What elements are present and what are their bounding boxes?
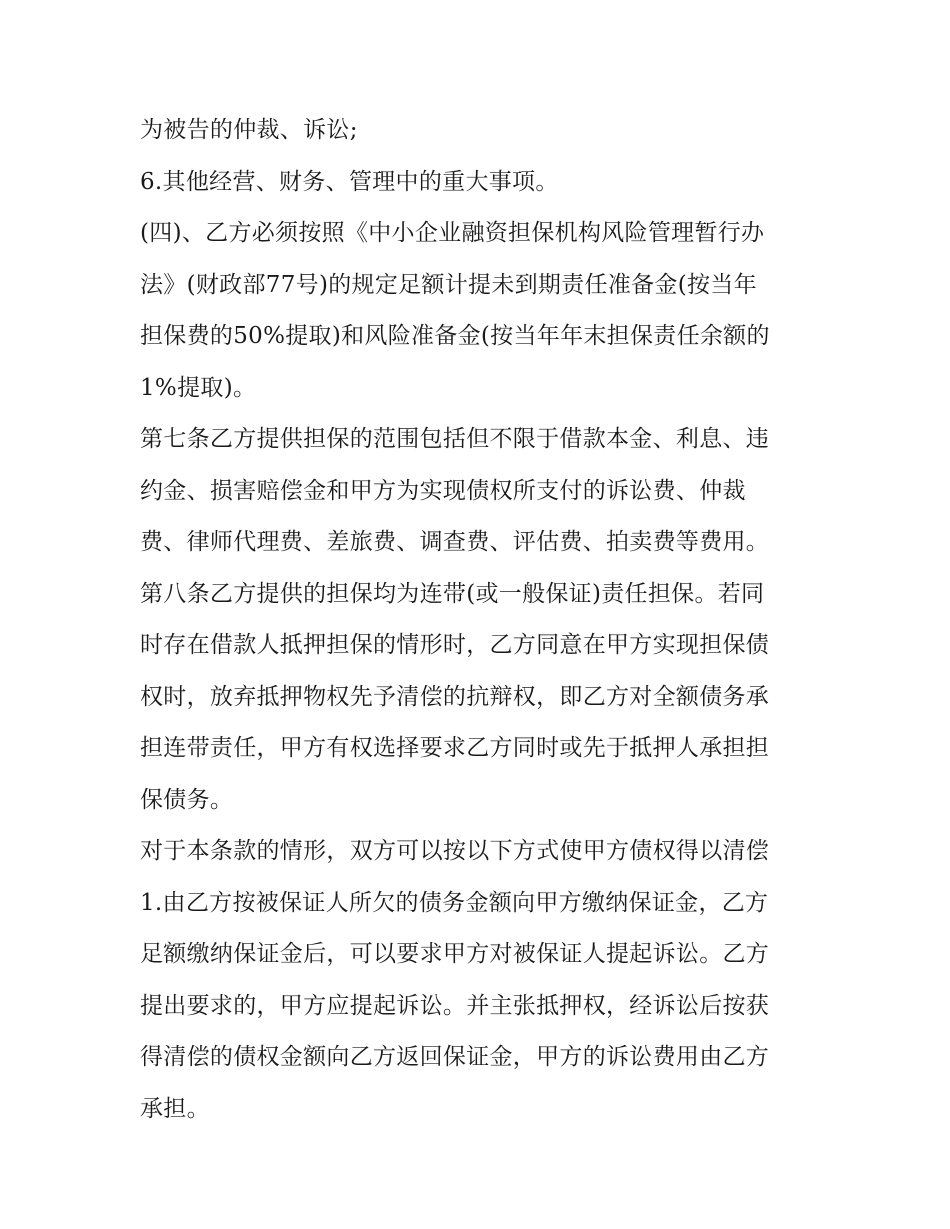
text-line: 费、律师代理费、差旅费、调查费、评估费、拍卖费等费用。: [140, 529, 770, 555]
text-line: 法》(财政部77号)的规定足额计提未到期责任准备金(按当年: [140, 271, 757, 298]
text-line: 承担。: [140, 1095, 210, 1122]
text-line: 第七条乙方提供担保的范围包括但不限于借款本金、利息、违: [140, 426, 770, 452]
text-line: 约金、损害赔偿金和甲方为实现债权所支付的诉讼费、仲裁: [140, 477, 746, 504]
text-line: 担保费的50%提取)和风险准备金(按当年年末担保责任余额的: [140, 323, 770, 349]
text-line: 权时，放弃抵押物权先予清偿的抗辩权，即乙方对全额债务承: [140, 683, 770, 710]
text-line: 提出要求的，甲方应提起诉讼。并主张抵押权，经诉讼后按获: [140, 992, 770, 1019]
text-line: 足额缴纳保证金后，可以要求甲方对被保证人提起诉讼。乙方: [140, 941, 770, 967]
text-line: 时存在借款人抵押担保的情形时，乙方同意在甲方实现担保债: [140, 632, 770, 658]
text-line: 得清偿的债权金额向乙方返回保证金，甲方的诉讼费用由乙方: [140, 1044, 770, 1070]
text-line: 1%提取)。: [140, 374, 257, 401]
text-line: 1.由乙方按被保证人所欠的债务金额向甲方缴纳保证金，乙方: [140, 889, 769, 916]
text-line: 保债务。: [140, 786, 234, 813]
document-body: [140, 105, 820, 1135]
text-line: 为被告的仲裁、诉讼;: [140, 117, 358, 143]
text-line: 第八条乙方提供的担保均为连带(或一般保证)责任担保。若同: [140, 580, 765, 607]
text-line: (四)、乙方必须按照《中小企业融资担保机构风险管理暂行办: [140, 220, 765, 246]
text-line: 对于本条款的情形，双方可以按以下方式使甲方债权得以清偿: [140, 838, 770, 864]
text-line: 6.其他经营、财务、管理中的重大事项。: [140, 168, 559, 195]
text-line: 担连带责任，甲方有权选择要求乙方同时或先于抵押人承担担: [140, 735, 770, 761]
